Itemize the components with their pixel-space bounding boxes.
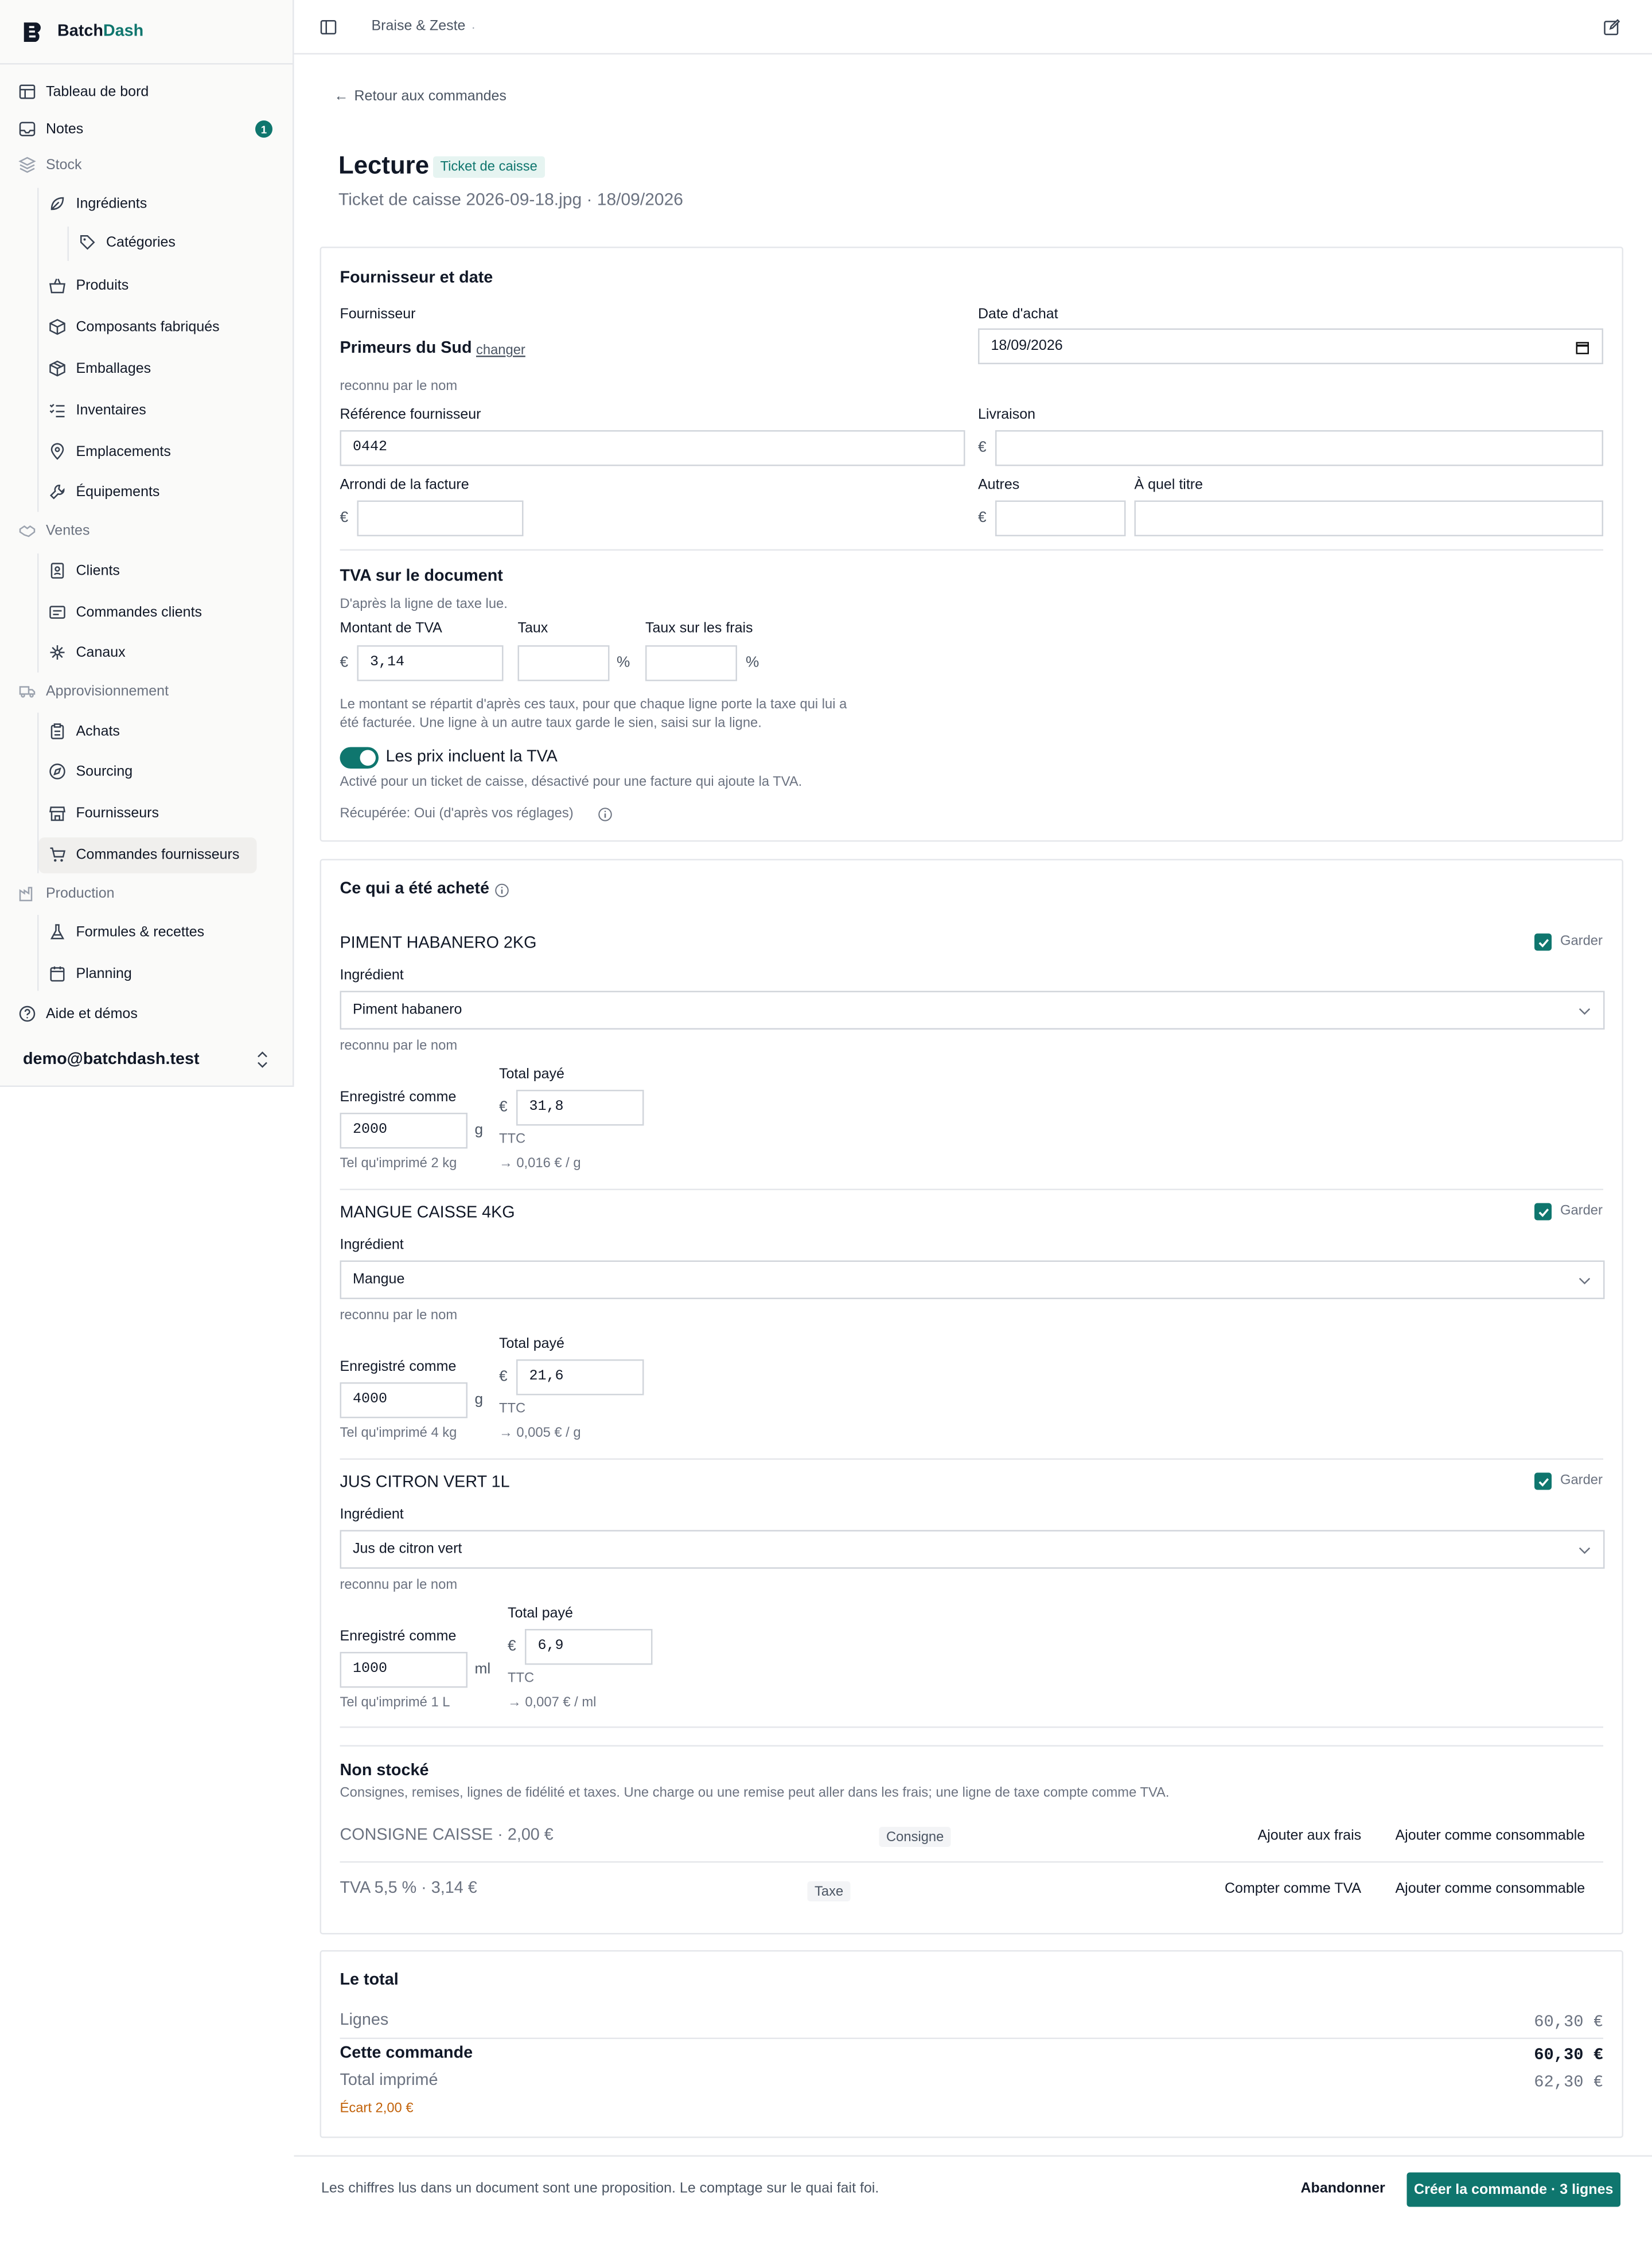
keep-checkbox[interactable] <box>1534 934 1552 951</box>
non-stock-heading: Non stocké <box>340 1762 429 1780</box>
factory-icon <box>17 883 37 903</box>
vat-recovered-status: Récupérée: Oui (d'après vos réglages) <box>340 806 574 822</box>
printed-as: Tel qu'imprimé 1 L <box>340 1695 450 1711</box>
chevron-down-icon <box>1577 1543 1592 1557</box>
printed-as: Tel qu'imprimé 2 kg <box>340 1156 457 1172</box>
non-stock-row-text: CONSIGNE CAISSE · 2,00 € <box>340 1827 554 1844</box>
package-icon <box>48 358 68 379</box>
rounding-currency: € <box>340 509 349 527</box>
quantity-input[interactable]: 2000 <box>340 1113 468 1149</box>
handshake-icon <box>17 521 37 541</box>
purchase-date-label: Date d'achat <box>978 307 1058 323</box>
total-paid-input[interactable]: 6,9 <box>525 1629 653 1665</box>
calendar-icon[interactable] <box>1576 341 1589 354</box>
supplier-heading: Fournisseur et date <box>340 270 493 287</box>
recognized-hint: reconnu par le nom <box>340 1577 458 1593</box>
leaf-icon <box>48 194 68 214</box>
sidebar-item-inventaires[interactable]: Inventaires <box>0 393 293 427</box>
sidebar-item-produits[interactable]: Produits <box>0 268 293 303</box>
total-paid-label: Total payé <box>499 1336 564 1352</box>
notes-count-badge: 1 <box>255 120 272 138</box>
purchase-line <box>321 1457 1622 1726</box>
map-pin-icon <box>48 442 68 462</box>
sidebar-item-notes[interactable]: Notes 1 <box>0 112 293 146</box>
flask-icon <box>48 922 68 942</box>
compass-icon <box>48 762 68 782</box>
order-total-value: 60,30 € <box>1534 2046 1603 2065</box>
printed-as: Tel qu'imprimé 4 kg <box>340 1425 457 1441</box>
inbox-icon <box>17 119 37 139</box>
sidebar <box>0 0 294 1087</box>
ingredient-select[interactable]: Mangue <box>340 1261 1605 1300</box>
delivery-currency: € <box>978 439 987 456</box>
unit-price: → 0,016 € / g <box>499 1156 581 1172</box>
sidebar-item-sourcing[interactable]: Sourcing <box>0 754 293 789</box>
sidebar-item-planning[interactable]: Planning <box>0 957 293 991</box>
keep-checkbox[interactable] <box>1534 1203 1552 1221</box>
contact-icon <box>48 561 68 581</box>
back-link[interactable]: ← Retour aux commandes <box>334 89 506 105</box>
sidebar-item-commandes-fournisseurs[interactable]: Commandes fournisseurs <box>0 837 293 872</box>
recognized-hint: reconnu par le nom <box>340 1308 458 1324</box>
network-icon <box>48 642 68 662</box>
breadcrumb-separator: · <box>471 19 476 34</box>
ingredient-select[interactable]: Jus de citron vert <box>340 1530 1605 1569</box>
quantity-unit: g <box>474 1391 484 1408</box>
user-email: demo@batchdash.test <box>23 1051 200 1069</box>
sidebar-item-canaux[interactable]: Canaux <box>0 636 293 670</box>
ingredient-select[interactable]: Piment habanero <box>340 991 1605 1030</box>
page-title: Lecture <box>338 150 430 180</box>
recognized-hint: reconnu par le nom <box>340 1038 458 1054</box>
keep-label: Garder <box>1560 933 1603 949</box>
delivery-input[interactable] <box>995 430 1603 466</box>
keep-checkbox[interactable] <box>1534 1473 1552 1490</box>
breadcrumb[interactable]: Braise & Zeste <box>371 18 466 34</box>
check-icon <box>1537 1475 1550 1488</box>
total-paid-input[interactable]: 21,6 <box>516 1359 644 1396</box>
chevron-up-down-icon <box>255 1050 270 1070</box>
help-icon <box>17 1004 37 1024</box>
sidebar-group-ventes[interactable]: Ventes <box>0 513 293 548</box>
vat-amount-currency: € <box>340 654 349 671</box>
user-menu[interactable] <box>0 1044 293 1075</box>
fees-rate-percent: % <box>746 654 759 671</box>
prices-include-vat-label: Les prix incluent la TVA <box>385 749 558 766</box>
ttc-label: TTC <box>499 1401 526 1417</box>
vat-amount-label: Montant de TVA <box>340 621 442 637</box>
keep-label: Garder <box>1560 1472 1603 1488</box>
vat-rate-percent: % <box>617 654 630 671</box>
sidebar-item-clients[interactable]: Clients <box>0 553 293 588</box>
ttc-label: TTC <box>499 1131 526 1147</box>
total-paid-label: Total payé <box>499 1067 564 1083</box>
add-as-consumable-button[interactable]: Ajouter comme consommable <box>1395 1881 1585 1897</box>
supplier-card <box>320 247 1624 842</box>
change-supplier-link[interactable]: changer <box>476 342 525 358</box>
add-as-consumable-button[interactable]: Ajouter comme consommable <box>1395 1828 1585 1844</box>
sidebar-toggle-icon[interactable] <box>320 18 337 35</box>
info-icon[interactable] <box>495 883 509 898</box>
recorded-as-label: Enregistré comme <box>340 1090 457 1106</box>
sidebar-group-approvisionnement[interactable]: Approvisionnement <box>0 674 293 708</box>
toggle-hint: Activé pour un ticket de caisse, désactivé pour une facture qui ajoute la TVA. <box>340 774 802 790</box>
others-label: Autres <box>978 477 1020 493</box>
brand[interactable] <box>0 0 293 65</box>
lines-total-value: 60,30 € <box>1534 2013 1603 2032</box>
purchase-line <box>321 1187 1622 1457</box>
sidebar-item-fournisseurs[interactable]: Fournisseurs <box>0 796 293 831</box>
footer-bar <box>294 2155 1652 2224</box>
total-paid-input[interactable]: 31,8 <box>516 1090 644 1126</box>
recorded-as-label: Enregistré comme <box>340 1629 457 1645</box>
unit-price: → 0,007 € / ml <box>508 1695 597 1711</box>
sidebar-item-equipements[interactable]: Équipements <box>0 475 293 509</box>
purchase-date-input[interactable]: 18/09/2026 <box>978 329 1603 365</box>
ttc-label: TTC <box>508 1670 535 1686</box>
vat-heading: TVA sur le document <box>340 568 503 585</box>
page-subtitle: Ticket de caisse 2026-09-18.jpg · 18/09/2026 <box>338 189 683 209</box>
unit-price: → 0,005 € / g <box>499 1425 581 1441</box>
fees-rate-label: Taux sur les frais <box>645 621 753 637</box>
total-paid-label: Total payé <box>508 1606 573 1622</box>
box-icon <box>48 317 68 337</box>
brand-name-a: Batch <box>57 23 103 40</box>
sidebar-item-formules[interactable]: Formules & recettes <box>0 915 293 949</box>
layout-icon <box>17 82 37 102</box>
non-stock-row-text: TVA 5,5 % · 3,14 € <box>340 1880 477 1897</box>
total-currency: € <box>508 1638 516 1655</box>
purchased-heading: Ce qui a été acheté <box>340 880 489 898</box>
recorded-as-label: Enregistré comme <box>340 1359 457 1375</box>
check-icon <box>1537 1205 1550 1218</box>
supplier-name: Primeurs du Sud <box>340 340 472 357</box>
consigne-tag: Consigne <box>879 1827 951 1847</box>
truck-icon <box>17 681 37 701</box>
vat-rate-input[interactable] <box>518 645 610 681</box>
cancel-button[interactable]: Abandonner <box>1300 2181 1385 2197</box>
basket-icon <box>48 275 68 295</box>
sidebar-item-achats[interactable]: Achats <box>0 714 293 749</box>
line-name: MANGUE CAISSE 4KG <box>340 1205 515 1222</box>
ingredient-label: Ingrédient <box>340 968 404 984</box>
receipt-icon <box>48 602 68 622</box>
vat-rate-label: Taux <box>517 621 548 637</box>
printed-total-value: 62,30 € <box>1534 2073 1603 2092</box>
others-reason-label: À quel titre <box>1134 477 1203 493</box>
sidebar-item-emplacements[interactable]: Emplacements <box>0 435 293 469</box>
totals-card <box>320 1950 1624 2138</box>
quantity-unit: ml <box>474 1660 491 1678</box>
supplier-reference-input[interactable]: 0442 <box>340 430 965 466</box>
supplier-reference-label: Référence fournisseur <box>340 407 481 423</box>
sidebar-item-aide[interactable]: Aide et démos <box>0 997 293 1031</box>
add-to-fees-button[interactable]: Ajouter aux frais <box>1257 1828 1362 1844</box>
footer-note: Les chiffres lus dans un document sont une proposition. Le comptage sur le quai fait foi. <box>321 2181 879 2197</box>
tax-tag: Taxe <box>808 1881 851 1901</box>
line-name: JUS CITRON VERT 1L <box>340 1474 510 1491</box>
quantity-unit: g <box>474 1121 484 1139</box>
chevron-down-icon <box>1577 1004 1592 1018</box>
cart-icon <box>48 845 68 865</box>
purchased-lines-card <box>320 859 1624 1935</box>
others-input[interactable] <box>995 501 1126 537</box>
checklist-icon <box>48 400 68 420</box>
order-total-label: Cette commande <box>340 2045 473 2062</box>
sidebar-item-emballages[interactable]: Emballages <box>0 352 293 386</box>
sidebar-item-categories[interactable]: Catégories <box>0 225 293 260</box>
calendar-icon <box>48 964 68 984</box>
quantity-input[interactable]: 1000 <box>340 1652 468 1688</box>
store-icon <box>48 803 68 823</box>
prices-include-vat-toggle[interactable] <box>340 747 379 769</box>
arrow-left-icon: ← <box>334 89 349 105</box>
keep-label: Garder <box>1560 1203 1603 1219</box>
line-name: PIMENT HABANERO 2KG <box>340 935 537 952</box>
fees-rate-input[interactable] <box>645 645 737 681</box>
count-as-vat-button[interactable]: Compter comme TVA <box>1225 1881 1362 1897</box>
total-currency: € <box>499 1098 508 1116</box>
chevron-down-icon <box>1577 1273 1592 1288</box>
brand-name-b: Dash <box>103 23 144 40</box>
topbar <box>294 0 1652 54</box>
vat-hint: D'après la ligne de taxe lue. <box>340 597 508 613</box>
sidebar-item-ingredients[interactable]: Ingrédients <box>0 186 293 221</box>
ingredient-label: Ingrédient <box>340 1237 404 1253</box>
supplier-recognized: reconnu par le nom <box>340 379 458 395</box>
ingredient-label: Ingrédient <box>340 1507 404 1523</box>
rounding-input[interactable] <box>357 501 524 537</box>
document-type-badge: Ticket de caisse <box>433 157 544 178</box>
batchdash-logo-icon <box>20 19 46 45</box>
rounding-label: Arrondi de la facture <box>340 477 469 493</box>
layers-icon <box>17 155 37 175</box>
purchase-line <box>321 918 1622 1187</box>
sidebar-item-composants[interactable]: Composants fabriqués <box>0 310 293 344</box>
vat-note-line-1: Le montant se répartit d'après ces taux, pour que chaque ligne porte la taxe qui lui a <box>340 697 847 713</box>
totals-heading: Le total <box>340 1971 399 1989</box>
create-order-button[interactable]: Créer la commande · 3 lignes <box>1407 2173 1621 2207</box>
supplier-label: Fournisseur <box>340 307 416 323</box>
sidebar-group-production[interactable]: Production <box>0 876 293 911</box>
clipboard-icon <box>48 722 68 742</box>
vat-note-line-2: été facturée. Une ligne à un autre taux garde le sien, saisi sur la ligne. <box>340 715 762 731</box>
tag-icon <box>77 232 98 252</box>
sidebar-item-commandes-clients[interactable]: Commandes clients <box>0 595 293 630</box>
vat-amount-input[interactable]: 3,14 <box>357 645 504 681</box>
printed-total-label: Total imprimé <box>340 2072 438 2090</box>
total-currency: € <box>499 1368 508 1385</box>
lines-total-label: Lignes <box>340 2012 389 2029</box>
info-icon[interactable] <box>598 808 613 822</box>
delivery-label: Livraison <box>978 407 1036 423</box>
gap-warning: Écart 2,00 € <box>340 2100 414 2116</box>
edit-icon[interactable] <box>1603 19 1620 36</box>
sidebar-item-tableau-de-bord[interactable]: Tableau de bord <box>0 75 293 109</box>
quantity-input[interactable]: 4000 <box>340 1382 468 1418</box>
others-reason-input[interactable] <box>1135 501 1604 537</box>
non-stock-hint: Consignes, remises, lignes de fidélité et taxes. Une charge ou une remise peut aller dans les frais; une ligne de taxe compte comme TVA. <box>340 1785 1170 1801</box>
wrench-icon <box>48 482 68 502</box>
sidebar-group-stock[interactable]: Stock <box>0 148 293 182</box>
check-icon <box>1537 935 1550 949</box>
others-currency: € <box>978 509 987 527</box>
